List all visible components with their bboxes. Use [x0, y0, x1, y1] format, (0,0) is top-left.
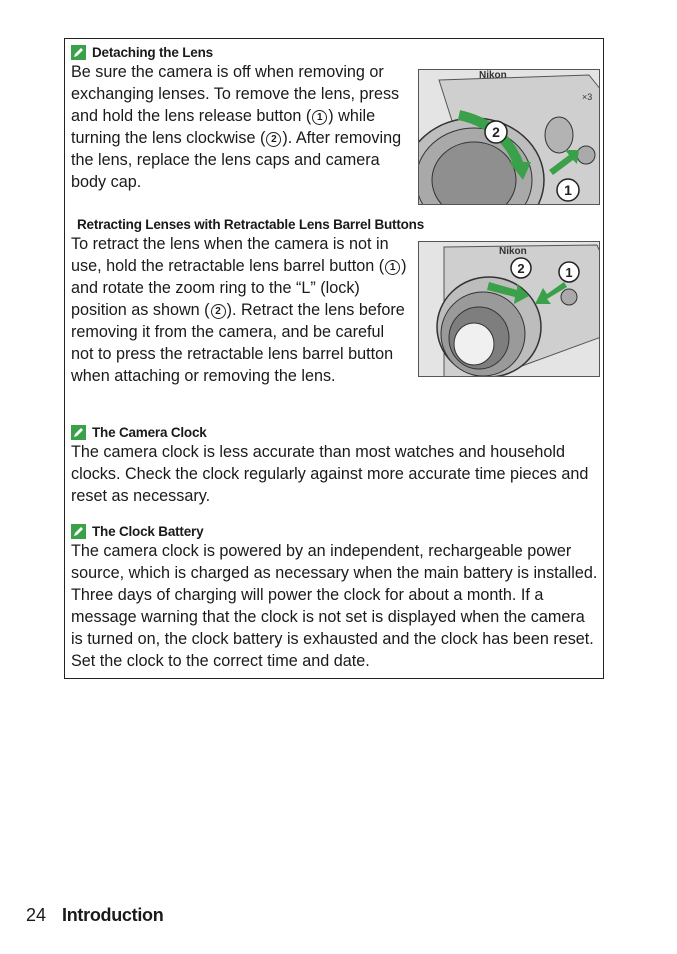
- body-text: ). Retract the lens before removing it from the camera, and be careful not to press the retractable lens barrel button when attaching or removing the lens.: [71, 301, 405, 385]
- retractable-lens-illustration: [418, 241, 600, 377]
- callout-2-label: 2: [492, 124, 500, 140]
- note-clock-battery: [71, 522, 599, 672]
- pencil-note-icon: [71, 45, 86, 60]
- note-body: [71, 233, 409, 387]
- brand-logo-text: Nikon: [479, 70, 507, 81]
- notes-box: [64, 38, 604, 679]
- section-title: Introduction: [62, 905, 164, 925]
- callout-2-label: 2: [517, 261, 525, 276]
- note-title-text: The Clock Battery: [92, 523, 204, 539]
- note-title: [71, 215, 425, 233]
- note-title-text: Detaching the Lens: [92, 44, 213, 60]
- note-title-text: Retracting Lenses with Retractable Lens Barrel Buttons: [77, 216, 425, 232]
- brand-logo-text: Nikon: [499, 246, 527, 257]
- lens-mark-text: ×3: [582, 92, 593, 102]
- callout-1-marker: 1: [312, 110, 327, 125]
- note-detaching-lens: [71, 43, 406, 193]
- note-body: [71, 61, 406, 193]
- body-text: ) and rotate the zoom ring to the “L” (lock) position as shown (: [71, 257, 407, 319]
- body-text: ). After removing the lens, replace the lens caps and camera body cap.: [71, 129, 402, 191]
- callout-1-marker: 1: [385, 260, 400, 275]
- callout-1-label: 1: [565, 265, 573, 280]
- note-body: The camera clock is powered by an independent, rechargeable power source, which is charged as necessary when the main battery is installed. Three days of charging will power the clock for about a month. If a message warning that the clock is not set is displayed when the camera is turned on, the clock battery is exhausted and the clock has been reset. Set the clock to the correct time and date.: [71, 542, 598, 670]
- pencil-note-icon: [71, 425, 86, 440]
- note-title: [71, 522, 599, 540]
- note-body: The camera clock is less accurate than most watches and household clocks. Check the clock regularly against more accurate time pieces and reset as necessary.: [71, 443, 589, 505]
- note-retracting-lenses: [71, 215, 425, 387]
- pencil-note-icon: [71, 524, 86, 539]
- page-footer: [26, 905, 163, 926]
- note-title: [71, 43, 406, 61]
- body-text: To retract the lens when the camera is not in use, hold the retractable lens barrel button (: [71, 235, 389, 275]
- body-text: Be sure the camera is off when removing or exchanging lenses. To remove the lens, press and hold the lens release button (: [71, 63, 400, 125]
- page-number: 24: [26, 905, 47, 925]
- callout-2-marker: 2: [266, 132, 281, 147]
- note-title: [71, 423, 599, 441]
- body-text: ) while turning the lens clockwise (: [71, 107, 376, 147]
- callout-1-label: 1: [564, 182, 572, 198]
- detaching-lens-illustration: [418, 69, 600, 205]
- callout-2-marker: 2: [211, 304, 226, 319]
- note-title-text: The Camera Clock: [92, 424, 207, 440]
- note-camera-clock: [71, 423, 599, 507]
